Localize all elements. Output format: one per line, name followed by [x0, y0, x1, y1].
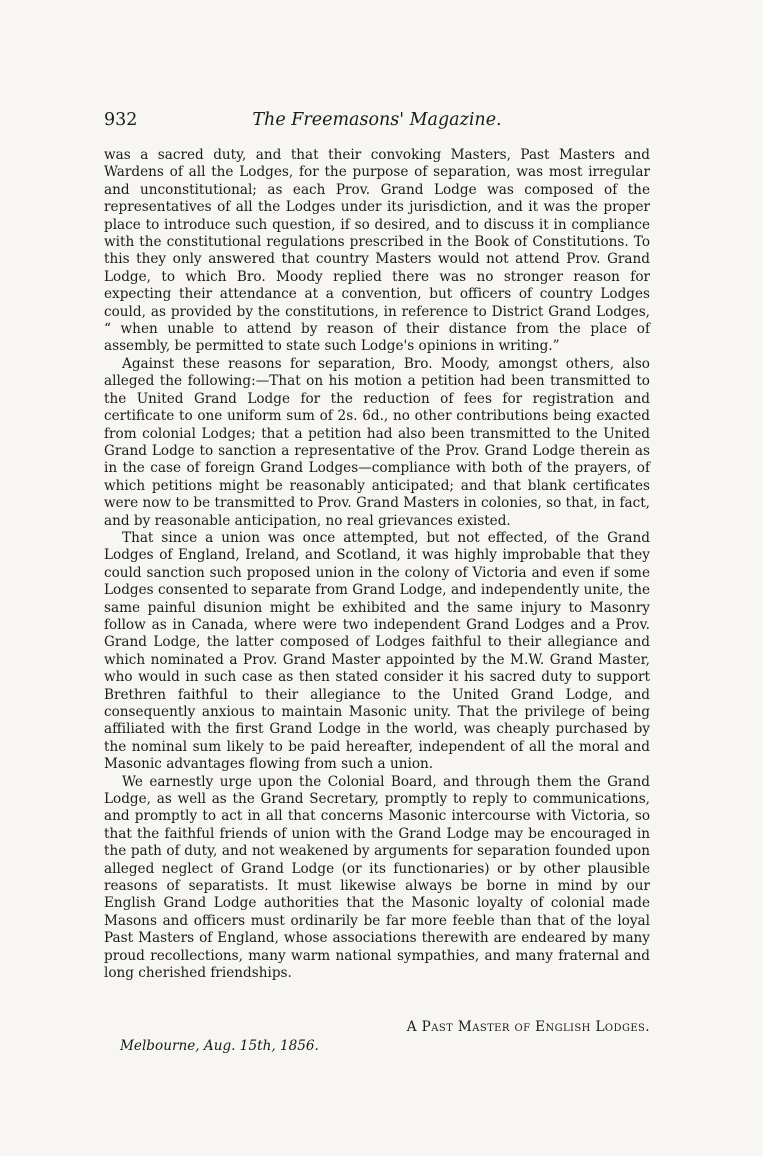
running-title: The Freemasons' Magazine. [252, 110, 502, 130]
signature [104, 1019, 650, 1035]
dateline: Melbourne, Aug. 15th, 1856. [120, 1038, 319, 1054]
paragraph: Against these reasons for separation, Bro. Moody, amongst others, also alleged the following:—That on his motion a petition had been transmitted to the United Grand Lodge for the reduction of fees for registration and certificate to one uniform sum of 2s. 6d., no other contributions being exacted from colonial Lodges; that a petition had also been transmitted to the United Grand Lodge to sanction a representative of the Prov. Grand Lodge therein as in the case of foreign Grand Lodges—compliance with both of the prayers, of which petitions might be reasonably anticipated; and that blank certificates were now to be transmitted to Prov. Grand Masters in colonies, so that, in fact, and by reasonable anticipation, no real grievances existed. [104, 355, 650, 529]
page-header [104, 110, 650, 134]
paragraph: We earnestly urge upon the Colonial Board, and through them the Grand Lodge, as well as the Grand Secretary, promptly to reply to communications, and promptly to act in all that concerns Masonic intercourse with Victoria, so that the faithful friends of union with the Grand Lodge may be encouraged in the path of duty, and not weakened by arguments for separation founded upon alleged neglect of Grand Lodge (or its functionaries) or by other plausible reasons of separatists. It must likewise always be borne in mind by our English Grand Lodge authorities that the Masonic loyalty of colonial made Masons and officers must ordinarily be far more feeble than that of the loyal Past Masters of England, whose associations therewith are endeared by many proud recollections, many warm national sympathies, and many fraternal and long cherished friendships. [104, 773, 650, 982]
page-number: 932 [104, 110, 138, 130]
paragraph: was a sacred duty, and that their convoking Masters, Past Masters and Wardens of all the Lodges, for the purpose of separation, was most irregular and unconstitutional; as each Prov. Grand Lodge was composed of the representatives of all the Lodges under its jurisdiction, and it was the proper place to introduce such question, if so desired, and to discuss it in compliance with the constitutional regulations prescribed in the Book of Constitutions. To this they only answered that country Masters would not attend Prov. Grand Lodge, to which Bro. Moody replied there was no stronger reason for expecting their attendance at a convention, but officers of country Lodges could, as provided by the constitutions, in reference to District Grand Lodges, “ when unable to attend by reason of their distance from the place of assembly, be permitted to state such Lodge's opinions in writing.” [104, 147, 650, 355]
paragraph: That since a union was once attempted, but not effected, of the Grand Lodges of England, Ireland, and Scotland, it was highly improbable that they could sanction such proposed union in the colony of Victoria and even if some Lodges consented to separate from Grand Lodge, and independently unite, the same painful disunion might be exhibited and the same injury to Masonry follow as in Canada, where were two independent Grand Lodges and a Prov. Grand Lodge, the latter composed of Lodges faithful to their allegiance and which nominated a Prov. Grand Master appointed by the M.W. Grand Master, who would in such case as then stated consider it his sacred duty to support Brethren faithful to their allegiance to the United Grand Lodge, and consequently anxious to maintain Masonic unity. That the privilege of being affiliated with the first Grand Lodge in the world, was cheaply purchased by the nominal sum likely to be paid hereafter, independent of all the moral and Masonic advantages flowing from such a union. [104, 529, 650, 773]
signature-text: A Past Master of English Lodges. [406, 1019, 650, 1035]
article-body [104, 147, 650, 983]
